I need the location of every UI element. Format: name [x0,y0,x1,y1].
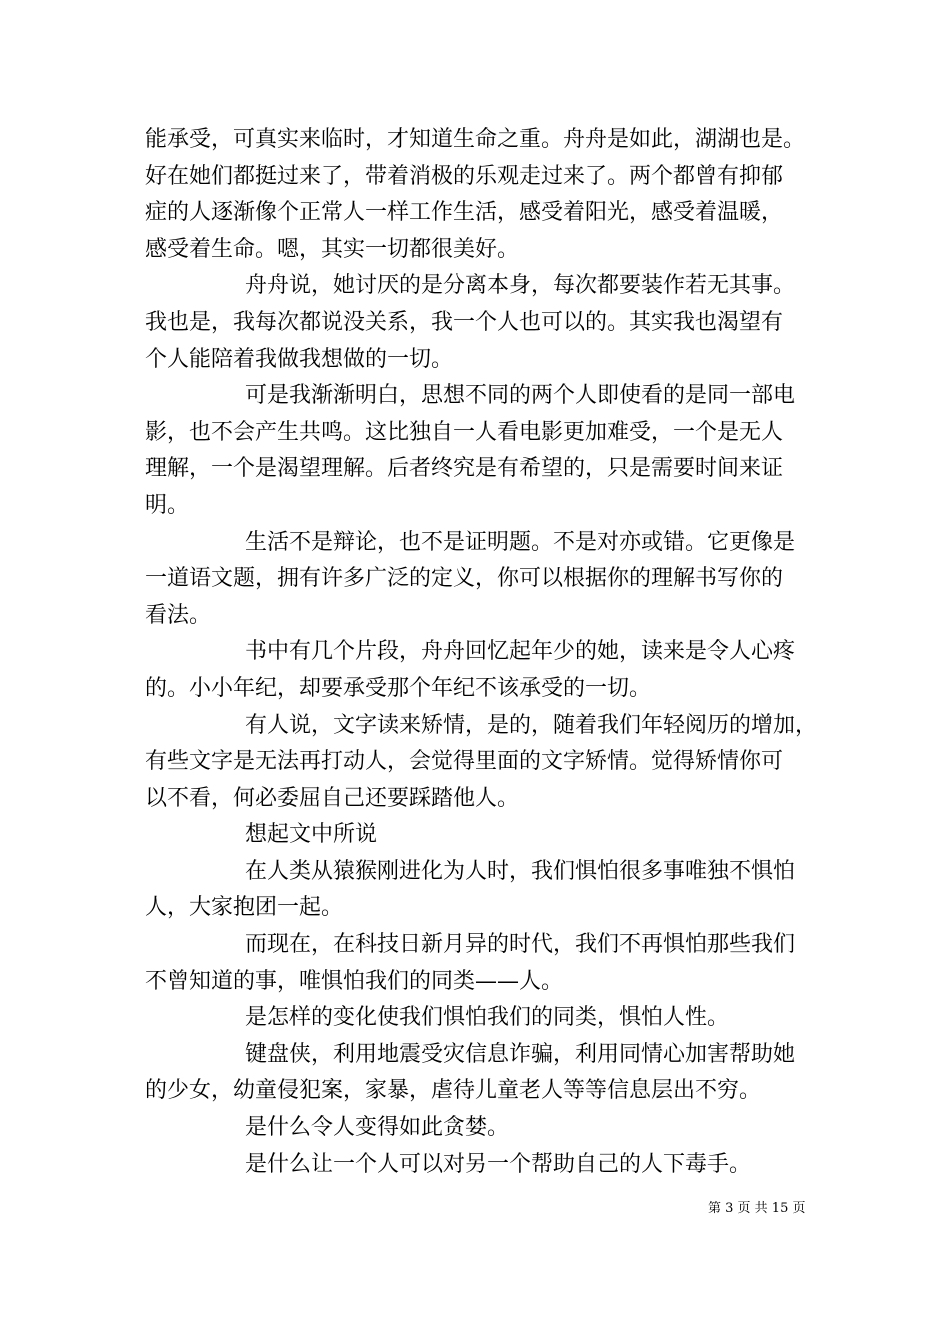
text-line: 的。小小年纪，却要承受那个年纪不该承受的一切。 [145,675,652,701]
text-line: 理解，一个是渴望理解。后者终究是有希望的，只是需要时间来证 [145,456,784,482]
text-line: 明。 [145,492,190,518]
text-line: 个人能陪着我做我想做的一切。 [145,346,454,372]
text-line: 书中有几个片段，舟舟回忆起年少的她，读来是令人心疼 [245,639,796,665]
text-line: 想起文中所说 [245,822,378,848]
text-line: 我也是，我每次都说没关系，我一个人也可以的。其实我也渴望有 [145,309,784,335]
text-line: 症的人逐渐像个正常人一样工作生活，感受着阳光，感受着温暖， [145,200,784,226]
document-body [145,122,827,1183]
text-line: 以不看，何必委屈自己还要踩踏他人。 [145,785,520,811]
text-line: 好在她们都挺过来了，带着消极的乐观走过来了。两个都曾有抑郁 [145,163,784,189]
text-line: 感受着生命。嗯，其实一切都很美好。 [145,236,520,262]
text-line: 是怎样的变化使我们惧怕我们的同类，惧怕人性。 [245,1005,730,1031]
text-line: 可是我渐渐明白，思想不同的两个人即使看的是同一部电 [245,383,796,409]
page-number-label: 第 3 页 共 15 页 [708,1201,806,1216]
text-line: 能承受，可真实来临时，才知道生命之重。舟舟是如此，湖湖也是。 [145,127,806,152]
text-line: 一道语文题，拥有许多广泛的定义，你可以根据你的理解书写你的 [145,566,784,592]
text-line: 是什么令人变得如此贪婪。 [245,1115,510,1141]
text-line: 舟舟说，她讨厌的是分离本身，每次都要装作若无其事。 [245,273,796,299]
text-line: 有人说，文字读来矫情，是的，随着我们年轻阅历的增加， [245,712,818,738]
text-line: 键盘侠，利用地震受灾信息诈骗，利用同情心加害帮助她 [245,1041,796,1067]
text-line: 影，也不会产生共鸣。这比独自一人看电影更加难受，一个是无人 [145,419,784,445]
text-line: 不曾知道的事，唯惧怕我们的同类——人。 [145,968,564,994]
text-line: 而现在，在科技日新月异的时代，我们不再惧怕那些我们 [245,932,796,958]
text-line: 看法。 [145,602,212,628]
text-line: 生活不是辩论，也不是证明题。不是对亦或错。它更像是 [245,529,796,555]
text-line: 是什么让一个人可以对另一个帮助自己的人下毒手。 [245,1151,752,1177]
text-line: 的少女，幼童侵犯案，家暴，虐待儿童老人等等信息层出不穷。 [145,1078,762,1104]
text-line: 有些文字是无法再打动人，会觉得里面的文字矫情。觉得矫情你可 [145,749,784,775]
text-line: 人，大家抱团一起。 [145,895,344,921]
text-line: 在人类从猿猴刚进化为人时，我们惧怕很多事唯独不惧怕 [245,858,796,884]
